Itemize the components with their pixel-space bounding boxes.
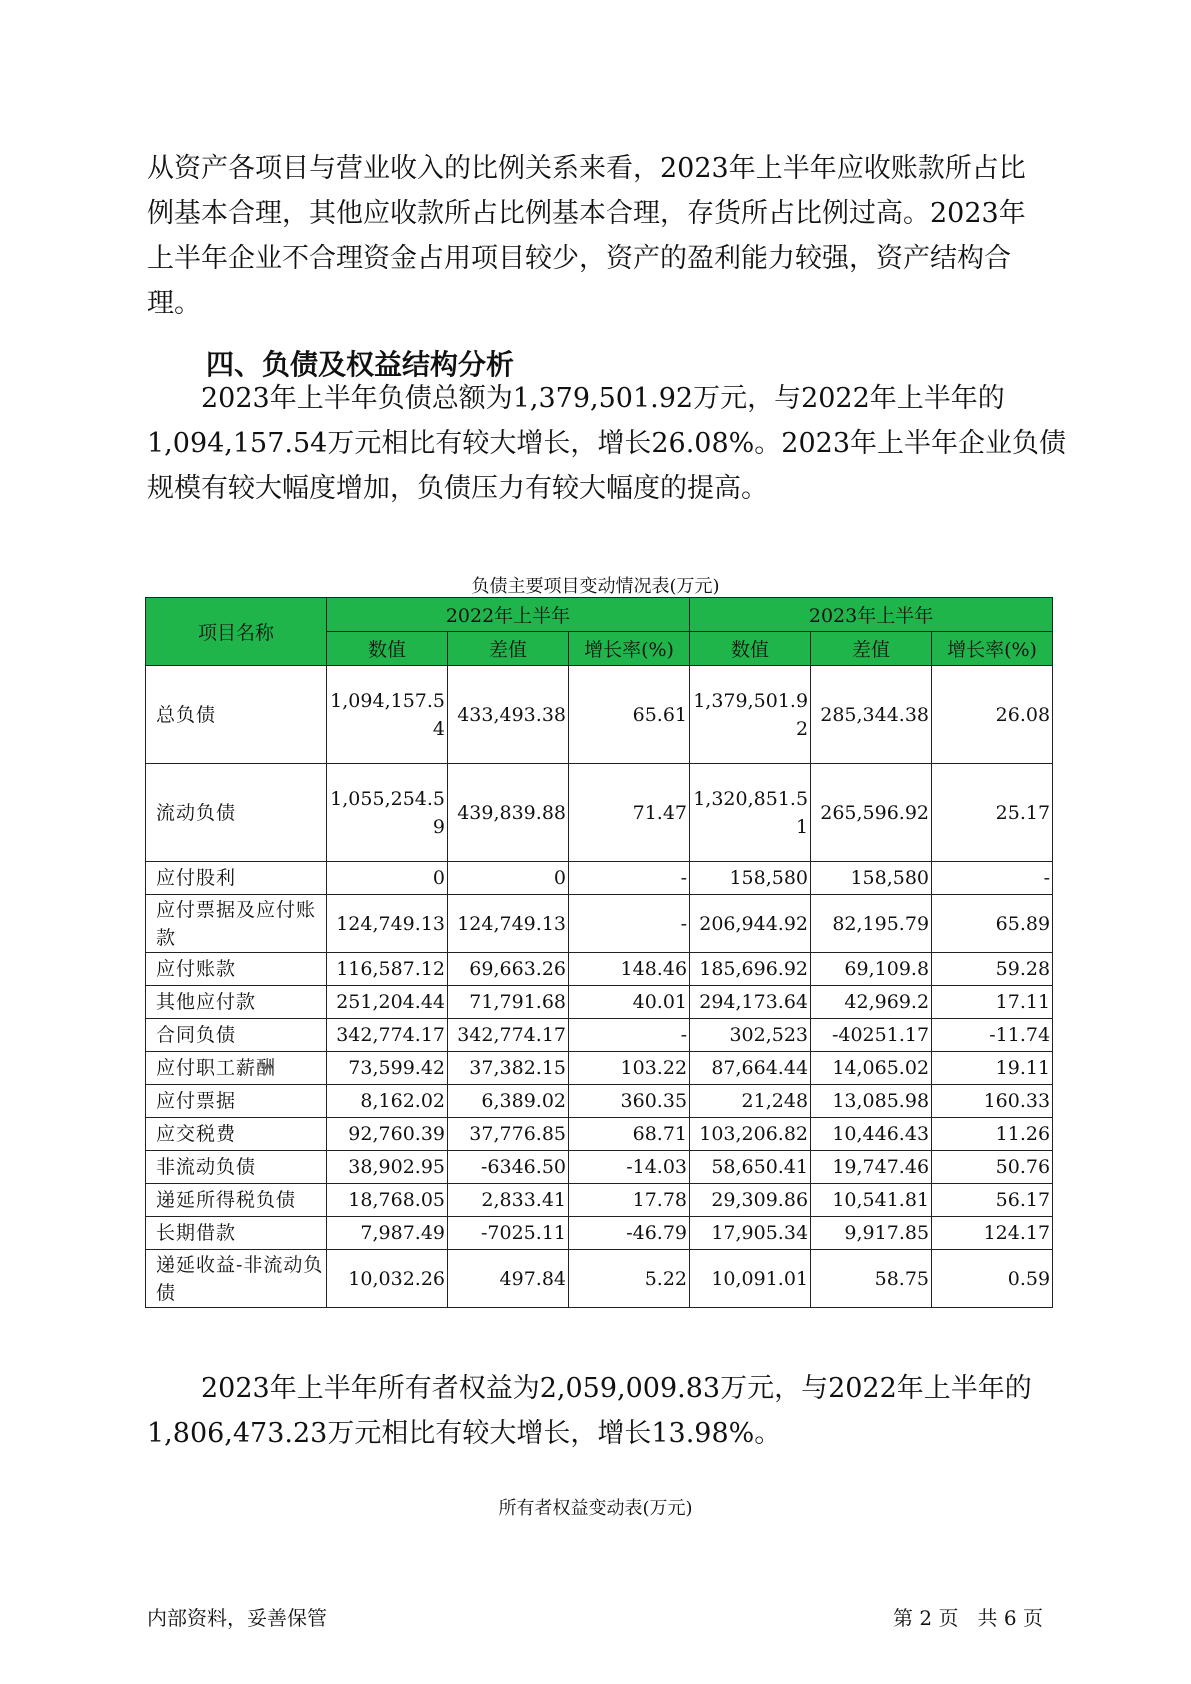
cell-value-2023: 185,696.92	[690, 953, 811, 986]
row-item-name: 递延收益-非流动负债	[146, 1250, 327, 1308]
header-growth-2023: 增长率(%)	[932, 632, 1053, 666]
cell-diff-2022: -6346.50	[448, 1151, 569, 1184]
header-item-name: 项目名称	[146, 598, 327, 666]
cell-diff-2023: 42,969.2	[811, 986, 932, 1019]
header-value-2022: 数值	[327, 632, 448, 666]
cell-diff-2023: 82,195.79	[811, 895, 932, 953]
cell-growth-2022: 148.46	[569, 953, 690, 986]
text-line: 1,806,473.23万元相比有较大增长，增长13.98%。	[147, 1418, 782, 1449]
paragraph-assets-summary	[147, 146, 1052, 326]
cell-growth-2022: 65.61	[569, 666, 690, 764]
table-row	[146, 1052, 1053, 1085]
row-item-name: 总负债	[146, 666, 327, 764]
cell-growth-2022: 68.71	[569, 1118, 690, 1151]
cell-growth-2022: 360.35	[569, 1085, 690, 1118]
cell-growth-2023: 50.76	[932, 1151, 1053, 1184]
text-line: 理。	[147, 288, 201, 319]
liability-table-body	[146, 666, 1053, 1308]
cell-diff-2022: -7025.11	[448, 1217, 569, 1250]
footer-confidential: 内部资料，妥善保管	[147, 1606, 327, 1630]
text-line: 1,094,157.54万元相比有较大增长，增长26.08%。2023年上半年企业负债	[147, 428, 1067, 459]
cell-diff-2022: 6,389.02	[448, 1085, 569, 1118]
cell-value-2022: 1,055,254.59	[327, 764, 448, 862]
cell-diff-2023: 158,580	[811, 862, 932, 895]
text-line: 2023年上半年负债总额为1,379,501.92万元，与2022年上半年的	[201, 383, 1005, 414]
section-heading: 四、负债及权益结构分析	[206, 348, 515, 381]
row-item-name: 应付票据	[146, 1085, 327, 1118]
cell-diff-2022: 0	[448, 862, 569, 895]
table-row	[146, 1184, 1053, 1217]
table-row	[146, 986, 1053, 1019]
cell-value-2022: 1,094,157.54	[327, 666, 448, 764]
text-line: 例基本合理，其他应收款所占比例基本合理，存货所占比例过高。2023年	[147, 198, 1026, 229]
cell-diff-2022: 124,749.13	[448, 895, 569, 953]
table-row	[146, 1019, 1053, 1052]
cell-value-2023: 206,944.92	[690, 895, 811, 953]
cell-value-2023: 1,320,851.51	[690, 764, 811, 862]
cell-diff-2022: 69,663.26	[448, 953, 569, 986]
cell-value-2022: 124,749.13	[327, 895, 448, 953]
cell-diff-2023: 285,344.38	[811, 666, 932, 764]
table-row	[146, 1217, 1053, 1250]
cell-diff-2023: 13,085.98	[811, 1085, 932, 1118]
cell-value-2022: 8,162.02	[327, 1085, 448, 1118]
table-row	[146, 895, 1053, 953]
row-item-name: 长期借款	[146, 1217, 327, 1250]
paragraph-liabilities-summary	[147, 376, 1067, 511]
table-row	[146, 862, 1053, 895]
cell-growth-2022: 5.22	[569, 1250, 690, 1308]
cell-diff-2023: 265,596.92	[811, 764, 932, 862]
cell-growth-2022: -	[569, 895, 690, 953]
cell-value-2023: 58,650.41	[690, 1151, 811, 1184]
row-item-name: 流动负债	[146, 764, 327, 862]
cell-value-2022: 73,599.42	[327, 1052, 448, 1085]
cell-growth-2022: -14.03	[569, 1151, 690, 1184]
cell-growth-2023: 25.17	[932, 764, 1053, 862]
table-row	[146, 666, 1053, 764]
header-group-2023: 2023年上半年	[690, 598, 1053, 632]
cell-value-2023: 1,379,501.92	[690, 666, 811, 764]
cell-growth-2023: 124.17	[932, 1217, 1053, 1250]
row-item-name: 应付股利	[146, 862, 327, 895]
equity-table-caption: 所有者权益变动表(万元)	[498, 1498, 693, 1519]
cell-growth-2023: 11.26	[932, 1118, 1053, 1151]
header-value-2023: 数值	[690, 632, 811, 666]
cell-diff-2023: 10,446.43	[811, 1118, 932, 1151]
row-item-name: 合同负债	[146, 1019, 327, 1052]
cell-diff-2022: 342,774.17	[448, 1019, 569, 1052]
row-item-name: 应交税费	[146, 1118, 327, 1151]
cell-diff-2022: 439,839.88	[448, 764, 569, 862]
cell-growth-2023: -11.74	[932, 1019, 1053, 1052]
cell-value-2022: 0	[327, 862, 448, 895]
text-line: 2023年上半年所有者权益为2,059,009.83万元，与2022年上半年的	[201, 1373, 1032, 1404]
cell-diff-2022: 497.84	[448, 1250, 569, 1308]
cell-diff-2022: 433,493.38	[448, 666, 569, 764]
table-row	[146, 1151, 1053, 1184]
cell-value-2022: 92,760.39	[327, 1118, 448, 1151]
table-row	[146, 1118, 1053, 1151]
cell-value-2023: 302,523	[690, 1019, 811, 1052]
cell-growth-2022: 17.78	[569, 1184, 690, 1217]
cell-value-2022: 342,774.17	[327, 1019, 448, 1052]
cell-growth-2023: 56.17	[932, 1184, 1053, 1217]
cell-diff-2023: 14,065.02	[811, 1052, 932, 1085]
cell-value-2023: 21,248	[690, 1085, 811, 1118]
cell-diff-2022: 37,382.15	[448, 1052, 569, 1085]
cell-value-2022: 7,987.49	[327, 1217, 448, 1250]
row-item-name: 其他应付款	[146, 986, 327, 1019]
cell-diff-2022: 37,776.85	[448, 1118, 569, 1151]
cell-value-2023: 87,664.44	[690, 1052, 811, 1085]
header-diff-2022: 差值	[448, 632, 569, 666]
cell-value-2022: 38,902.95	[327, 1151, 448, 1184]
cell-value-2023: 17,905.34	[690, 1217, 811, 1250]
row-item-name: 递延所得税负债	[146, 1184, 327, 1217]
footer-page-number: 第 2 页 共 6 页	[893, 1606, 1043, 1630]
cell-diff-2022: 2,833.41	[448, 1184, 569, 1217]
row-item-name: 应付账款	[146, 953, 327, 986]
table-row	[146, 1085, 1053, 1118]
cell-diff-2023: 19,747.46	[811, 1151, 932, 1184]
cell-growth-2022: -	[569, 862, 690, 895]
liability-table	[145, 597, 1053, 1308]
text-line: 从资产各项目与营业收入的比例关系来看，2023年上半年应收账款所占比	[147, 153, 1026, 184]
cell-growth-2022: 103.22	[569, 1052, 690, 1085]
paragraph-equity-summary	[147, 1366, 1052, 1456]
cell-value-2023: 103,206.82	[690, 1118, 811, 1151]
cell-growth-2022: 71.47	[569, 764, 690, 862]
row-item-name: 非流动负债	[146, 1151, 327, 1184]
cell-growth-2023: 65.89	[932, 895, 1053, 953]
cell-growth-2023: 26.08	[932, 666, 1053, 764]
cell-value-2023: 294,173.64	[690, 986, 811, 1019]
cell-diff-2023: 10,541.81	[811, 1184, 932, 1217]
table-row	[146, 764, 1053, 862]
cell-value-2023: 158,580	[690, 862, 811, 895]
row-item-name: 应付职工薪酬	[146, 1052, 327, 1085]
header-group-2022: 2022年上半年	[327, 598, 690, 632]
cell-value-2022: 116,587.12	[327, 953, 448, 986]
cell-growth-2023: 0.59	[932, 1250, 1053, 1308]
table-caption: 负债主要项目变动情况表(万元)	[471, 576, 720, 597]
cell-value-2023: 10,091.01	[690, 1250, 811, 1308]
cell-diff-2023: -40251.17	[811, 1019, 932, 1052]
cell-growth-2023: -	[932, 862, 1053, 895]
cell-diff-2023: 9,917.85	[811, 1217, 932, 1250]
cell-growth-2023: 19.11	[932, 1052, 1053, 1085]
table-row	[146, 1250, 1053, 1308]
table-row	[146, 953, 1053, 986]
cell-growth-2022: 40.01	[569, 986, 690, 1019]
cell-diff-2023: 58.75	[811, 1250, 932, 1308]
cell-value-2022: 251,204.44	[327, 986, 448, 1019]
header-diff-2023: 差值	[811, 632, 932, 666]
cell-diff-2023: 69,109.8	[811, 953, 932, 986]
header-growth-2022: 增长率(%)	[569, 632, 690, 666]
cell-growth-2023: 59.28	[932, 953, 1053, 986]
cell-growth-2022: -	[569, 1019, 690, 1052]
text-line: 上半年企业不合理资金占用项目较少，资产的盈利能力较强，资产结构合	[147, 243, 1011, 274]
text-line: 规模有较大幅度增加，负债压力有较大幅度的提高。	[147, 473, 768, 504]
cell-diff-2022: 71,791.68	[448, 986, 569, 1019]
cell-growth-2023: 160.33	[932, 1085, 1053, 1118]
cell-value-2022: 18,768.05	[327, 1184, 448, 1217]
cell-value-2022: 10,032.26	[327, 1250, 448, 1308]
row-item-name: 应付票据及应付账款	[146, 895, 327, 953]
cell-growth-2023: 17.11	[932, 986, 1053, 1019]
cell-growth-2022: -46.79	[569, 1217, 690, 1250]
cell-value-2023: 29,309.86	[690, 1184, 811, 1217]
